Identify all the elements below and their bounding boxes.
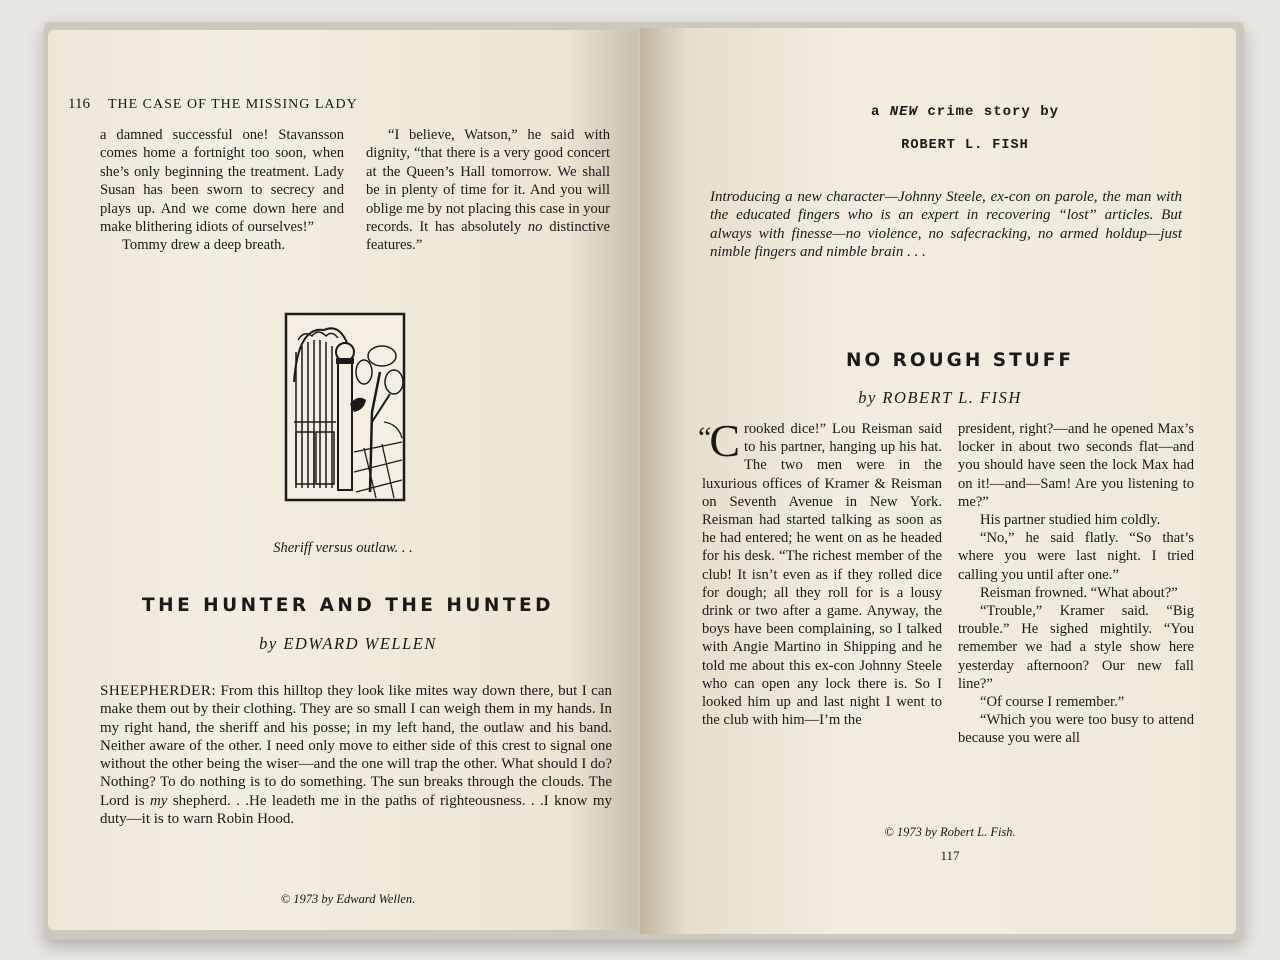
- kicker-new: NEW: [889, 104, 918, 120]
- right-byline: by ROBERT L. FISH: [858, 388, 1022, 407]
- right-col2-para3: “No,” he said flatly. “So that’s where you were last night. I tried calling you until after one.”: [958, 530, 1194, 583]
- right-col2-para2: His partner studied him coldly.: [980, 512, 1161, 529]
- left-story-body: [100, 682, 612, 828]
- drop-cap: C: [709, 415, 741, 466]
- kicker-author: ROBERT L. FISH: [901, 138, 1029, 153]
- right-col2-para5: “Trouble,” Kramer said. “Big trouble.” He sighed mightily. “You remember we had a style show here yesterday afternoon? Our new fall line?”: [958, 603, 1194, 692]
- left-column-2: [366, 126, 610, 255]
- right-col2-para7: “Which you were too busy to attend because you were all: [958, 712, 1194, 747]
- kicker-text-a: a: [870, 104, 890, 120]
- left-col1-para2: Tommy drew a deep breath.: [122, 237, 286, 254]
- left-col1-para1: a damned successful one! Stavansson comes home a fortnight too soon, when she’s only beginning the treatment. Lady Susan has been sworn to secrecy and plays up. And we come down here and make blithering idiots of ourselves!”: [100, 127, 344, 236]
- right-story-title: NO ROUGH STUFF: [846, 350, 1074, 371]
- left-col2-para1: [366, 126, 610, 255]
- left-story-paragraph: [100, 682, 612, 828]
- left-copyright: © 1973 by Edward Wellen.: [280, 892, 416, 906]
- story-intro: Introducing a new character—Johnny Steele, ex-con on parole, the man with the educated fingers who is an expert in recovering “lost” articles. But always with finesse—no violence, no safecracking, no armed holdup—just nimble fingers and nimble brain . . .: [710, 189, 1182, 261]
- kicker-line: [800, 104, 1130, 120]
- speaker-label: SHEEPHERDER:: [100, 683, 217, 699]
- right-col2-para6: “Of course I remember.”: [980, 694, 1125, 711]
- illustration-caption: Sheriff versus outlaw. . .: [273, 540, 413, 556]
- right-page-number: 117: [940, 848, 960, 863]
- right-col1-para: [698, 415, 942, 729]
- left-byline: by EDWARD WELLEN: [259, 634, 437, 653]
- left-page-number: 116: [68, 96, 90, 112]
- left-story-text-a: From this hilltop they look like mites way down there, but I can make them out by their clothing. They are so small I can weigh them in my hands. In my right hand, the sheriff and his posse; in my left hand, the outlaw and his band. Neither aware of the other. I need only move to either side of this crest to signal one without the other being the wiser—and the one will trap the other. What should I do? Nothing? To do nothing is to do something. The sun breaks through the clouds. The Lord is: [100, 683, 612, 809]
- right-col2-para1: president, right?—and he opened Max’s locker in about two seconds flat—and you should have seen the lock Max had on it!—and—Sam! Are you listening to me?”: [958, 421, 1194, 510]
- right-column-1: [698, 415, 942, 729]
- right-copyright: © 1973 by Robert L. Fish.: [884, 825, 1016, 839]
- left-col2-text-a: “I believe, Watson,” he said with dignity, “that there is a very good concert at the Queen’s Hall tomorrow. We shall be in plenty of time for it. And you will oblige me by not placing this case in your records. It has absolutely: [366, 127, 610, 236]
- left-col2-emphasis: no: [527, 219, 543, 236]
- left-page: [48, 30, 638, 930]
- right-col1-text: rooked dice!” Lou Reisman said to his partner, hanging up his hat. The two men were in the luxurious offices of Kramer & Reisman on Seventh Avenue in New York. Reisman had started talking as soon as he had entered; he went on as he headed for his desk. “The richest member of the club! It isn’t even as if they rolled dice for dough; all they roll for is a lousy drink or two after a game. Anyway, the boys have been complaining, so I talked with Angie Martino in Shipping and he told me about this ex-con Johnny Steele who can open any lock there is. So I looked him up and last night I went to the club with him—I’m the: [702, 421, 942, 729]
- left-story-text-b: shepherd. . .He leadeth me in the paths of righteousness. . .I know my duty—it is to warn Robin Hood.: [100, 792, 612, 828]
- left-col2-text-b: distinctive features.”: [366, 219, 610, 254]
- kicker-text-b: crime story by: [918, 104, 1060, 120]
- right-col2-para4: Reisman frowned. “What about?”: [980, 584, 1178, 601]
- opening-quote-mark: “: [698, 421, 712, 454]
- garden-gate-illustration: [284, 312, 406, 502]
- left-story-emphasis: my: [149, 792, 168, 809]
- running-head-title: THE CASE OF THE MISSING LADY: [107, 97, 358, 112]
- left-story-title: THE HUNTER AND THE HUNTED: [142, 595, 554, 616]
- right-page: [640, 28, 1236, 934]
- right-column-2: [958, 420, 1194, 748]
- left-column-1: [100, 126, 344, 255]
- running-head: [68, 96, 488, 113]
